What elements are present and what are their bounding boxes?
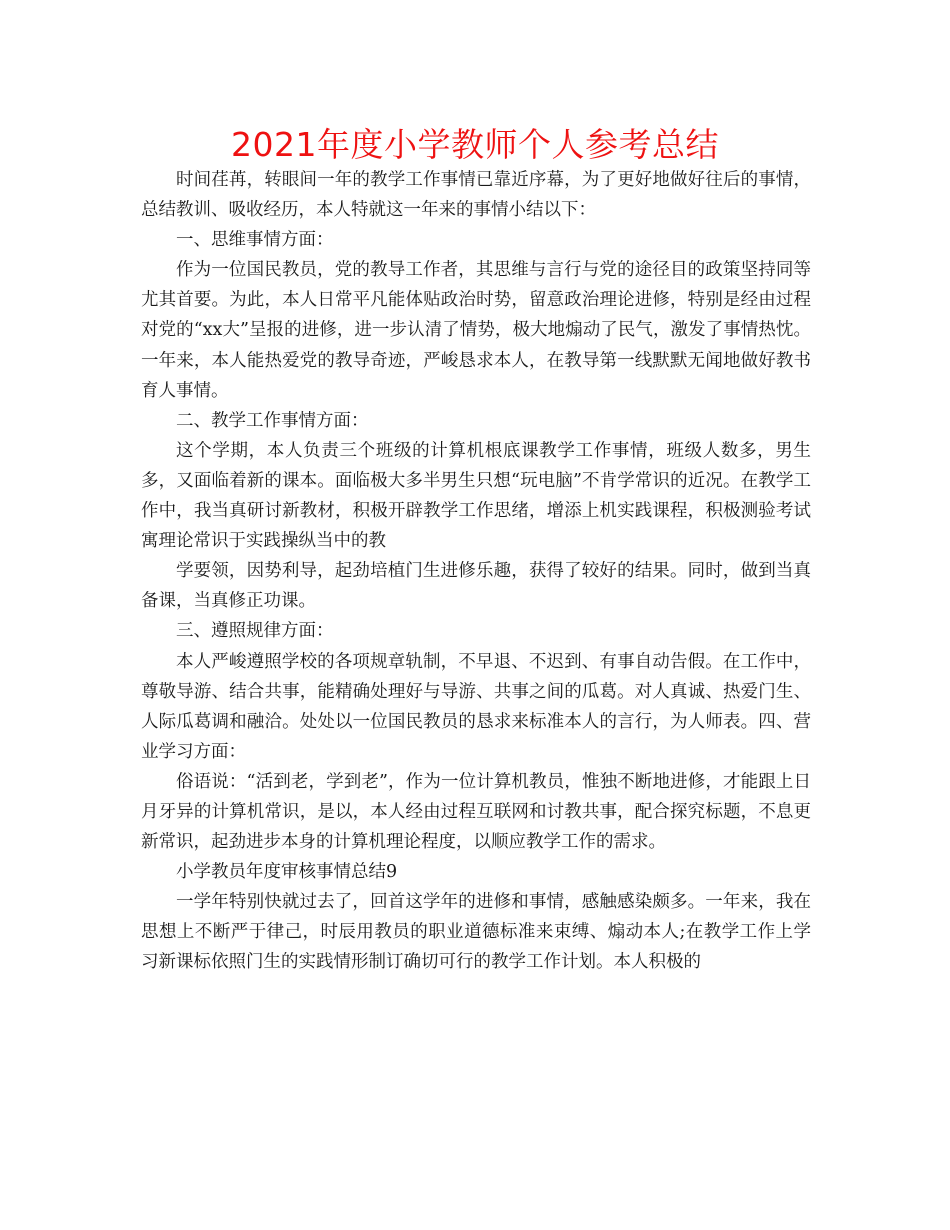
section-heading-discipline: 三、遵照规律方面： [176,621,334,642]
paragraph-thinking: 作为一位国民教员，党的教导工作者，其思维与言行与党的途径目的政策坚持同等尤其首要。为此，本人日常平凡能体贴政治时势，留意政治理论进修，特别是经由过程对党的“xx大”呈报的进修，进一步认清了情势，极大地煽动了民气，激发了事情热忱。一年来，本人能热爱党的教导奇迹，严峻恳求本人，在教导第一线默默无闻地做好教书育人事情。 [141,260,811,401]
paragraph-intro: 时间荏苒，转眼间一年的教学工作事情已靠近序幕，为了更好地做好往后的事情，总结教训、吸收经历，本人特就这一年来的事情小结以下： [141,170,811,221]
paragraph-discipline: 本人严峻遵照学校的各项规章轨制，不早退、不迟到、有事自动告假。在工作中，尊敬导游、结合共事，能精确处理好与导游、共事之间的瓜葛。对人真诚、热爱门生、人际瓜葛调和融洽。处处以一位国民教员的恳求来标准本人的言行，为人师表。四、营业学习方面： [141,651,811,762]
paragraph-annual-review: 一学年特别快就过去了，回首这学年的进修和事情，感触感染颇多。一年来，我在思想上不断严于律己，时辰用教员的职业道德标准来束缚、煽动本人;在教学工作上学习新课标依照门生的实践情形制订确切可行的教学工作计划。本人积极的 [141,892,811,973]
section-heading-teaching: 二、教学工作事情方面： [176,410,369,431]
paragraph-professional-study: 俗语说：“活到老，学到老”，作为一位计算机教员，惟独不断地进修，才能跟上日月牙异的计算机常识，是以，本人经由过程互联网和讨教共事，配合探究标题，不息更新常识，起劲进步本身的计算机理论程度，以顺应教学工作的需求。 [141,771,811,853]
document-title: 2021年度小学教师个人参考总结 [231,125,719,164]
section-heading-thinking: 一、思维事情方面： [176,230,334,251]
document-body [141,165,811,978]
section-heading-annual-review: 小学教员年度审核事情总结9 [176,862,398,883]
paragraph-teaching: 这个学期，本人负责三个班级的计算机根底课教学工作事情，班级人数多，男生多，又面临着新的课本。面临极大多半男生只想“玩电脑”不肯学常识的近况。在教学工作中，我当真研讨新教材，积极开辟教学工作思绪，增添上机实践课程，积极测验考试寓理论常识于实践操纵当中的教 [141,440,811,552]
paragraph-teaching-continued: 学要领，因势利导，起劲培植门生进修乐趣，获得了较好的结果。同时，做到当真备课，当真修正功课。 [141,561,811,612]
